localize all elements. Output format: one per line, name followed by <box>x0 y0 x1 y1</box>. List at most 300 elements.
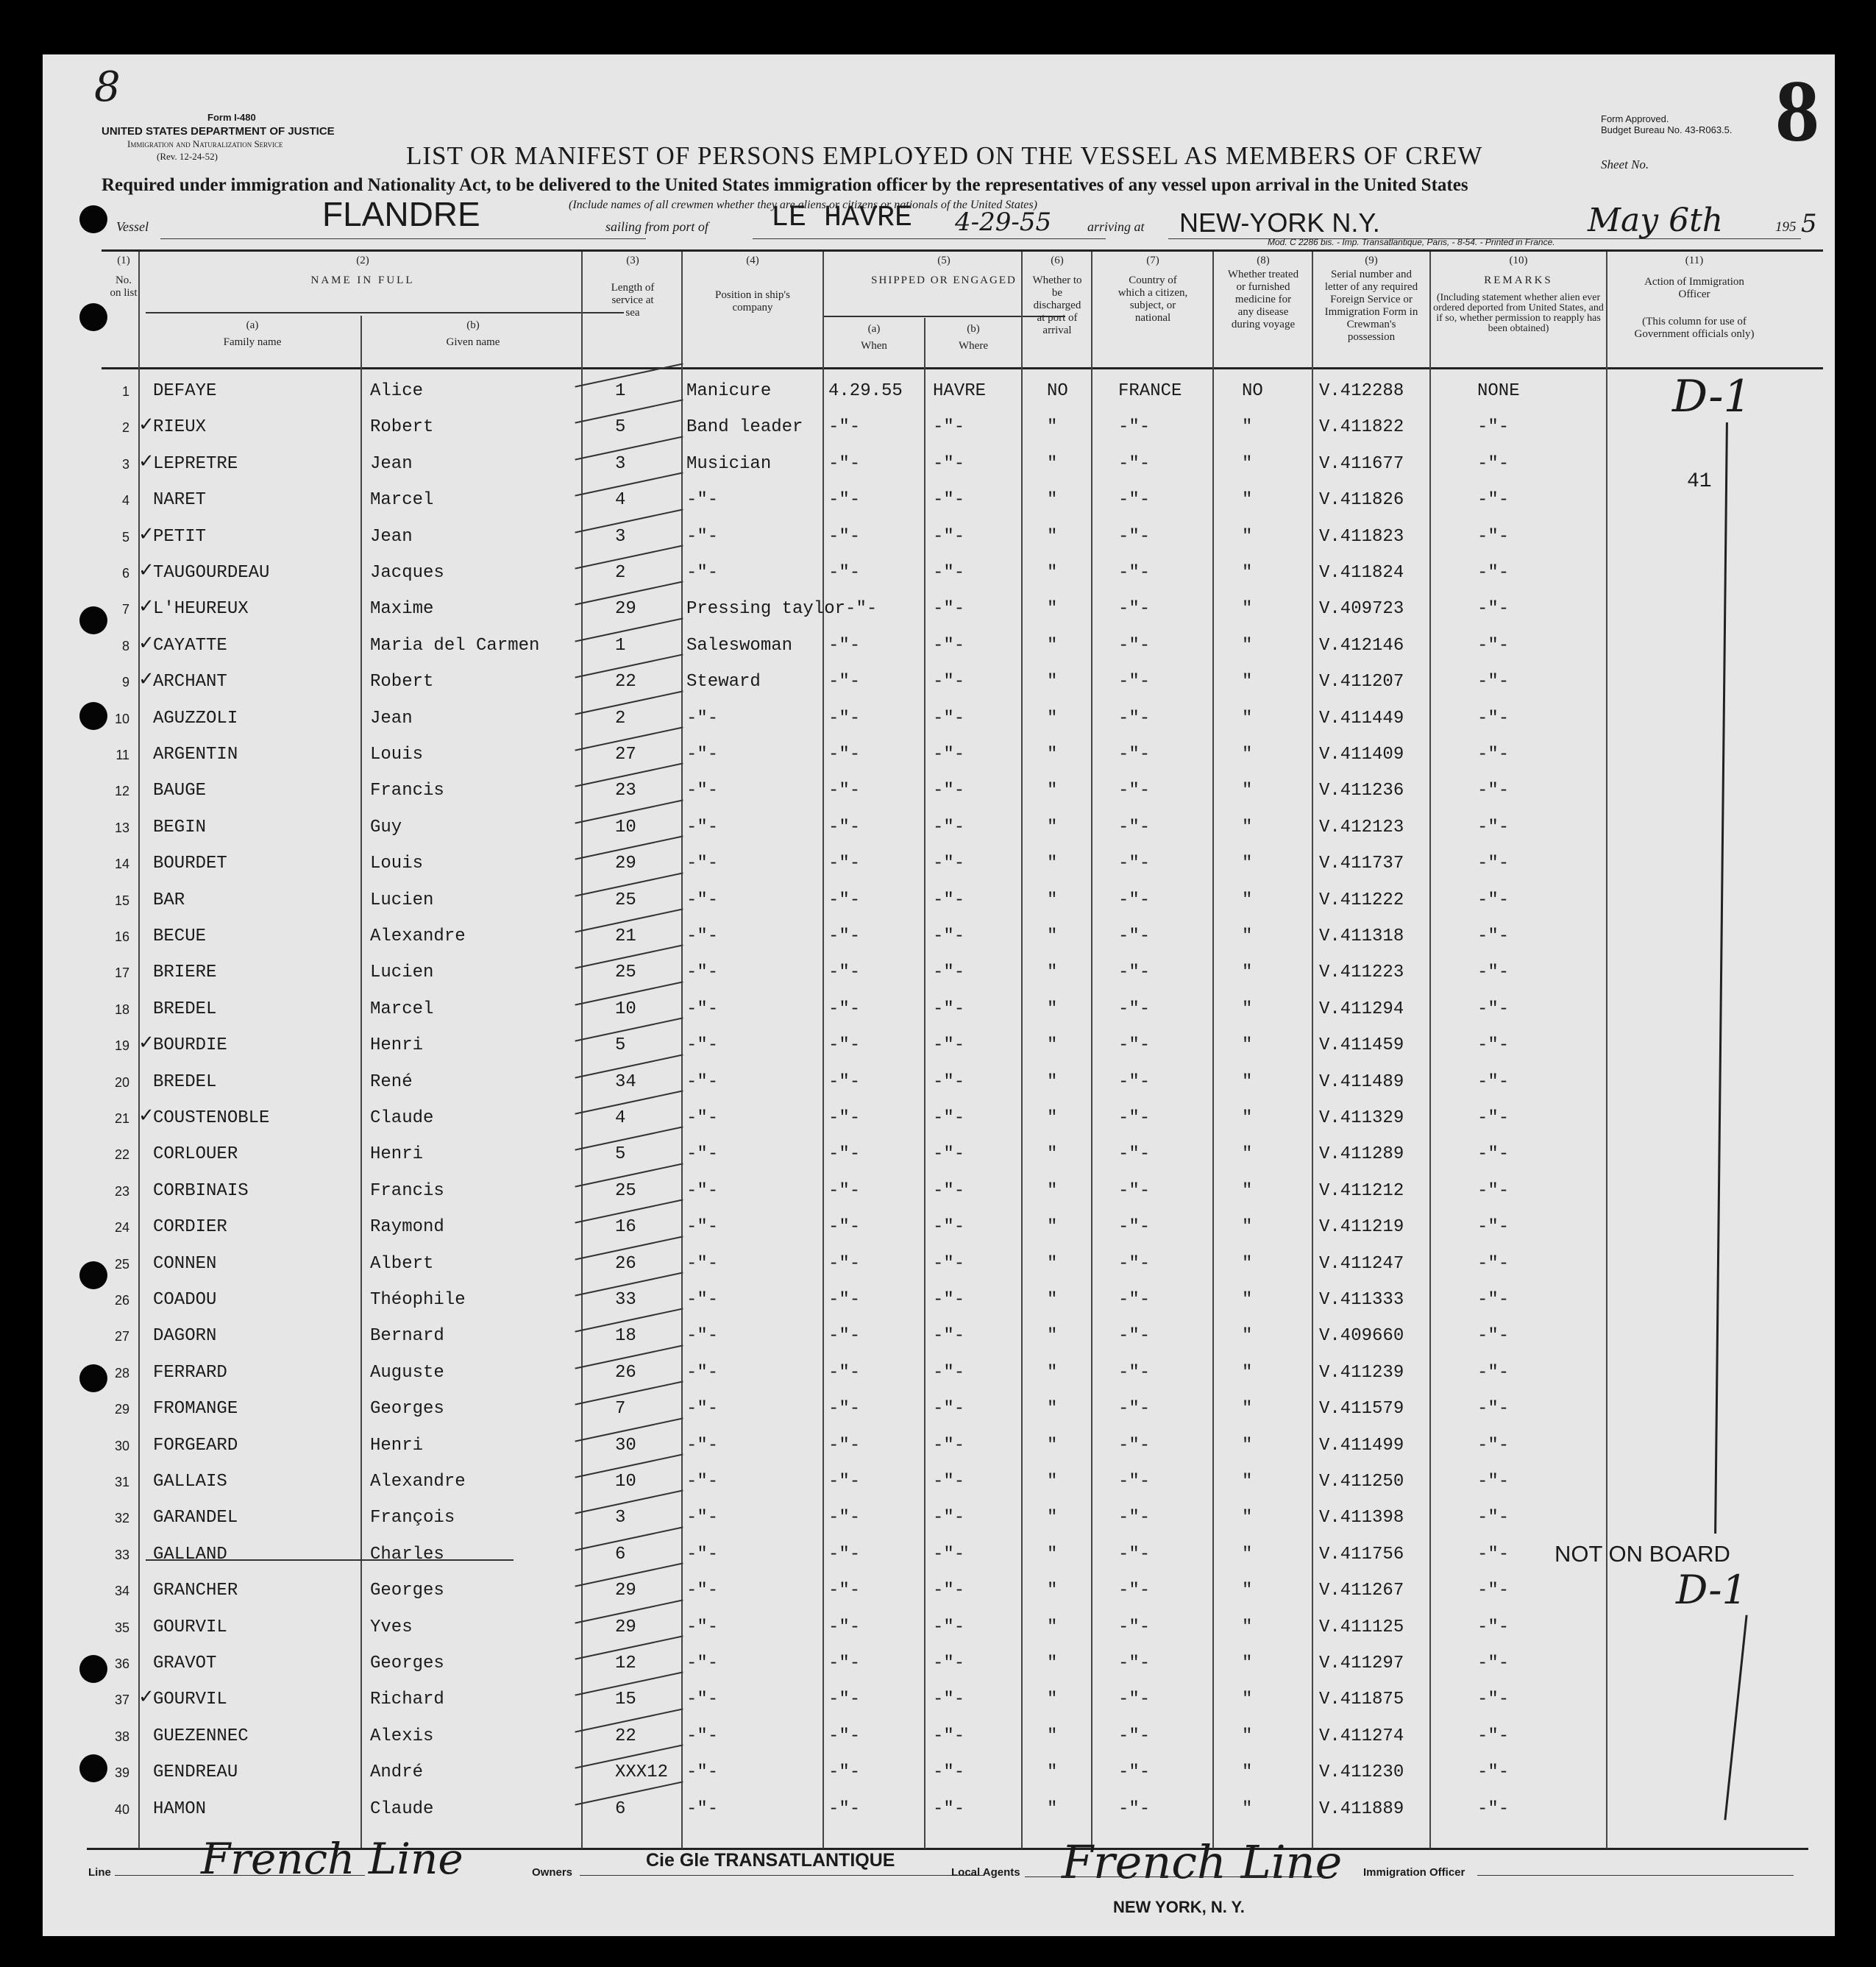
form-number: Form I-480 <box>207 112 256 123</box>
service-length: 10 <box>615 817 636 837</box>
shipped-where: -"- <box>933 708 965 729</box>
discharge: NO <box>1047 381 1068 401</box>
service-length: 5 <box>615 417 626 438</box>
discharge: " <box>1047 1071 1058 1092</box>
remarks: -"- <box>1477 1253 1510 1274</box>
shipped-when: -"- <box>828 672 861 692</box>
remarks: -"- <box>1477 672 1510 692</box>
country: FRANCE <box>1118 381 1182 401</box>
discharge: " <box>1047 1290 1058 1310</box>
remarks: -"- <box>1477 1544 1510 1564</box>
treated: " <box>1242 1326 1253 1347</box>
shipped-when: -"- <box>828 1472 861 1492</box>
col2-label: NAME IN FULL <box>310 274 415 286</box>
shipped-where: -"- <box>933 1362 965 1383</box>
shipped-when: -"- <box>828 526 861 547</box>
treated: " <box>1242 745 1253 765</box>
family-name: BREDEL <box>153 999 217 1019</box>
col6-label: Whether to be discharged at port of arrival <box>1032 274 1082 336</box>
family-name: BOURDIE <box>153 1035 227 1056</box>
serial-number: V.411499 <box>1319 1435 1404 1456</box>
remarks: -"- <box>1477 526 1510 547</box>
arriving-label: arriving at <box>1087 219 1145 234</box>
shipped-where: -"- <box>933 1617 965 1637</box>
table-row <box>43 1099 1835 1135</box>
country: -"- <box>1118 1253 1151 1274</box>
treated: " <box>1242 963 1253 983</box>
service-length: 26 <box>615 1253 636 1274</box>
row-number: 19 <box>114 1038 129 1054</box>
row-number: 31 <box>114 1475 129 1489</box>
service-length: XXX12 <box>615 1762 669 1783</box>
action-d1-bottom: D-1 <box>1676 1567 1747 1613</box>
given-name: Robert <box>370 672 434 692</box>
service-length: 2 <box>615 708 626 729</box>
treated: " <box>1242 1798 1253 1819</box>
treated: " <box>1242 1362 1253 1383</box>
shipped-where: -"- <box>933 1508 965 1528</box>
family-name: BAUGE <box>153 781 207 801</box>
country: -"- <box>1118 1180 1151 1201</box>
shipped-when: -"- <box>828 1180 861 1201</box>
treated: " <box>1242 490 1253 511</box>
shipped-where: -"- <box>933 1726 965 1746</box>
table-row <box>43 771 1835 807</box>
col3-label: Length of service at sea <box>611 282 655 319</box>
family-name: BREDEL <box>153 1071 217 1092</box>
position: -"- <box>686 1108 719 1128</box>
remarks: -"- <box>1477 745 1510 765</box>
punch-hole <box>79 303 107 331</box>
position: -"- <box>686 1544 719 1564</box>
country: -"- <box>1118 1544 1151 1564</box>
service-length: 27 <box>615 745 636 765</box>
treated: " <box>1242 890 1253 910</box>
shipped-when: -"- <box>828 890 861 910</box>
shipped-when: -"- <box>828 1544 861 1564</box>
discharge: " <box>1047 1654 1058 1673</box>
serial-number: V.411212 <box>1319 1180 1404 1201</box>
row-number: 35 <box>114 1620 129 1635</box>
discharge: " <box>1047 1035 1058 1056</box>
table-row <box>43 1208 1835 1244</box>
service-length: 6 <box>615 1544 626 1564</box>
required-text: Required under immigration and Nationality Act, to be delivered to the United States immigration officer by the representatives of any vessel upon arrival in the United States <box>102 175 1468 195</box>
approved: Form Approved. <box>1601 113 1669 124</box>
shipped-when: -"- <box>828 1071 861 1092</box>
position: -"- <box>686 745 719 765</box>
serial-number: V.411489 <box>1319 1071 1404 1092</box>
remarks: -"- <box>1477 1180 1510 1201</box>
discharge: " <box>1047 563 1058 583</box>
treated: " <box>1242 1472 1253 1492</box>
family-name: DAGORN <box>153 1326 217 1347</box>
country: -"- <box>1118 1217 1151 1238</box>
shipped-when: -"- <box>828 1217 861 1238</box>
service-length: 10 <box>615 1472 636 1492</box>
serial-number: V.411329 <box>1319 1108 1404 1128</box>
discharge: " <box>1047 854 1058 874</box>
treated: " <box>1242 1144 1253 1165</box>
shipped-where: -"- <box>933 417 965 438</box>
service-length: 3 <box>615 526 626 547</box>
given-name: Georges <box>370 1654 444 1673</box>
check-mark: ✓ <box>138 1105 154 1127</box>
serial-number: V.411459 <box>1319 1035 1404 1056</box>
given-name: Raymond <box>370 1217 444 1238</box>
shipped-where: -"- <box>933 1253 965 1274</box>
shipped-where: -"- <box>933 1798 965 1819</box>
given-name: René <box>370 1071 413 1092</box>
serial-number: V.411223 <box>1319 963 1404 983</box>
country: -"- <box>1118 745 1151 765</box>
service-length: 22 <box>615 1726 636 1746</box>
vessel-name: FLANDRE <box>322 195 480 233</box>
table-row <box>43 1462 1835 1498</box>
table-row <box>43 1063 1835 1099</box>
treated: " <box>1242 1180 1253 1201</box>
table-row <box>43 953 1835 989</box>
service-length: 1 <box>615 381 626 401</box>
shipped-when: -"- <box>828 1035 861 1056</box>
serial-number: V.411318 <box>1319 926 1404 946</box>
check-mark: ✓ <box>138 668 154 691</box>
shipped-when: -"- <box>828 1108 861 1128</box>
position: -"- <box>686 854 719 874</box>
country: -"- <box>1118 1035 1151 1056</box>
position: -"- <box>686 1617 719 1637</box>
given-name: Claude <box>370 1798 434 1819</box>
remarks: -"- <box>1477 635 1510 656</box>
service: Immigration and Naturalization Service <box>127 138 283 149</box>
col5b-label: Where <box>959 340 988 352</box>
discharge: " <box>1047 1108 1058 1128</box>
shipped-when: -"- <box>828 490 861 511</box>
position: -"- <box>686 1798 719 1819</box>
shipped-when: -"- <box>828 854 861 874</box>
service-length: 1 <box>615 635 626 656</box>
discharge: " <box>1047 1362 1058 1383</box>
col7-label: Country of which a citizen, subject, or national <box>1118 274 1188 324</box>
shipped-when: 4.29.55 <box>828 381 903 401</box>
serial-number: V.411889 <box>1319 1798 1404 1819</box>
remarks: -"- <box>1477 854 1510 874</box>
discharge: " <box>1047 1762 1058 1783</box>
serial-number: V.411822 <box>1319 417 1404 438</box>
col5b-num: (b) <box>967 323 980 335</box>
table-row <box>43 517 1835 553</box>
remarks: -"- <box>1477 1798 1510 1819</box>
service-length: 21 <box>615 926 636 946</box>
family-name: GOURVIL <box>153 1690 227 1710</box>
shipped-where: -"- <box>933 745 965 765</box>
serial-number: V.411409 <box>1319 745 1404 765</box>
row-number: 11 <box>116 748 129 762</box>
treated: " <box>1242 563 1253 583</box>
shipped-where: -"- <box>933 1435 965 1456</box>
country: -"- <box>1118 1108 1151 1128</box>
strike-not-on-board <box>146 1559 514 1561</box>
col5-label: SHIPPED OR ENGAGED <box>871 274 1017 286</box>
position: -"- <box>686 1071 719 1092</box>
position: -"- <box>686 926 719 946</box>
family-name: FROMANGE <box>153 1399 238 1420</box>
discharge: " <box>1047 1144 1058 1165</box>
country: -"- <box>1118 890 1151 910</box>
given-name: Francis <box>370 781 444 801</box>
owners-label: Owners <box>532 1866 573 1879</box>
serial-number: V.409723 <box>1319 599 1404 620</box>
given-name: Alexis <box>370 1726 434 1746</box>
remarks: -"- <box>1477 1508 1510 1528</box>
country: -"- <box>1118 599 1151 620</box>
table-row <box>43 917 1835 953</box>
country: -"- <box>1118 1798 1151 1819</box>
family-name: CONNEN <box>153 1253 217 1274</box>
check-mark: ✓ <box>138 1032 154 1055</box>
punch-hole <box>79 205 107 233</box>
shipped-where: -"- <box>933 1290 965 1310</box>
country: -"- <box>1118 963 1151 983</box>
position: Steward <box>686 672 761 692</box>
row-number: 40 <box>114 1801 129 1817</box>
shipped-where: -"- <box>933 1544 965 1564</box>
family-name: DEFAYE <box>153 381 217 401</box>
serial-number: V.411294 <box>1319 999 1404 1019</box>
col8-num: (8) <box>1257 255 1270 266</box>
serial-number: V.411449 <box>1319 708 1404 729</box>
family-name: L'HEUREUX <box>153 599 249 620</box>
discharge: " <box>1047 672 1058 692</box>
service-length: 34 <box>615 1071 636 1092</box>
given-name: Jean <box>370 708 413 729</box>
given-name: Henri <box>370 1144 424 1165</box>
not-on-board-stamp: NOT ON BOARD <box>1555 1541 1730 1567</box>
given-name: Georges <box>370 1399 444 1420</box>
service-length: 22 <box>615 672 636 692</box>
position: -"- <box>686 1217 719 1238</box>
given-name: Alexandre <box>370 926 466 946</box>
family-name: GOURVIL <box>153 1617 227 1637</box>
family-name: GRANCHER <box>153 1581 238 1601</box>
family-name: ARGENTIN <box>153 745 238 765</box>
treated: " <box>1242 1253 1253 1274</box>
col8-label: Whether treated or furnished medicine for any disease during voyage <box>1227 269 1299 330</box>
treated: " <box>1242 1581 1253 1601</box>
row-number: 14 <box>114 857 129 872</box>
given-name: Guy <box>370 817 402 837</box>
row-number: 23 <box>114 1183 129 1199</box>
row-number: 1 <box>121 384 129 399</box>
row-number: 13 <box>114 820 129 835</box>
country: -"- <box>1118 781 1151 801</box>
family-name: FORGEARD <box>153 1435 238 1456</box>
position: Pressing taylor-"- <box>686 599 878 620</box>
discharge: " <box>1047 708 1058 729</box>
remarks: -"- <box>1477 926 1510 946</box>
row-number: 29 <box>114 1402 129 1417</box>
serial-number: V.411219 <box>1319 1217 1404 1238</box>
serial-number: V.411823 <box>1319 526 1404 547</box>
shipped-where: HAVRE <box>933 381 987 401</box>
family-name: GENDREAU <box>153 1762 238 1783</box>
country: -"- <box>1118 1290 1151 1310</box>
given-name: Lucien <box>370 890 434 910</box>
table-row <box>43 1026 1835 1062</box>
family-name: BECUE <box>153 926 207 946</box>
row-number: 9 <box>121 675 129 690</box>
row-number: 32 <box>114 1511 129 1526</box>
remarks: -"- <box>1477 1108 1510 1128</box>
position: -"- <box>686 1180 719 1201</box>
row-number: 20 <box>114 1074 129 1090</box>
shipped-where: -"- <box>933 1217 965 1238</box>
remarks: -"- <box>1477 1654 1510 1673</box>
include-text: (Include names of all crewmen whether they are aliens or citizens or nationals of the United States) <box>569 199 1037 211</box>
serial-number: V.411756 <box>1319 1544 1404 1564</box>
remarks: -"- <box>1477 999 1510 1019</box>
given-name: Jean <box>370 526 413 547</box>
position: -"- <box>686 1144 719 1165</box>
service-length: 25 <box>615 890 636 910</box>
discharge: " <box>1047 1617 1058 1637</box>
treated: " <box>1242 1399 1253 1420</box>
discharge: " <box>1047 1581 1058 1601</box>
manifest-sheet <box>43 54 1835 1936</box>
arrival-date: May 6th <box>1588 202 1724 239</box>
family-name: FERRARD <box>153 1362 227 1383</box>
col2-num: (2) <box>356 255 369 266</box>
discharge: " <box>1047 1798 1058 1819</box>
discharge: " <box>1047 453 1058 474</box>
given-name: Maxime <box>370 599 434 620</box>
remarks: -"- <box>1477 417 1510 438</box>
table-row <box>43 1644 1835 1680</box>
discharge: " <box>1047 963 1058 983</box>
col3-num: (3) <box>626 255 639 266</box>
col11-sub: (This column for use of Government officials only) <box>1634 316 1755 340</box>
discharge: " <box>1047 817 1058 837</box>
treated: " <box>1242 672 1253 692</box>
service-length: 12 <box>615 1654 636 1673</box>
shipped-where: -"- <box>933 1180 965 1201</box>
shipped-when: -"- <box>828 1290 861 1310</box>
shipped-when: -"- <box>828 1508 861 1528</box>
service-length: 3 <box>615 453 626 474</box>
serial-number: V.411125 <box>1319 1617 1404 1637</box>
service-length: 29 <box>615 599 636 620</box>
serial-number: V.411250 <box>1319 1472 1404 1492</box>
serial-number: V.412288 <box>1319 381 1404 401</box>
given-name: Henri <box>370 1035 424 1056</box>
remarks: -"- <box>1477 1435 1510 1456</box>
service-length: 5 <box>615 1035 626 1056</box>
country: -"- <box>1118 1144 1151 1165</box>
table-row <box>43 481 1835 517</box>
given-name: Lucien <box>370 963 434 983</box>
treated: " <box>1242 526 1253 547</box>
country: -"- <box>1118 672 1151 692</box>
family-name: PETIT <box>153 526 207 547</box>
remarks: -"- <box>1477 1399 1510 1420</box>
row-number: 28 <box>114 1365 129 1381</box>
col5-num: (5) <box>937 255 951 266</box>
family-name: GALLAIS <box>153 1472 227 1492</box>
position: -"- <box>686 1762 719 1783</box>
country: -"- <box>1118 1508 1151 1528</box>
discharge: " <box>1047 1180 1058 1201</box>
row-number: 24 <box>114 1220 129 1236</box>
shipped-where: -"- <box>933 890 965 910</box>
country: -"- <box>1118 1617 1151 1637</box>
given-name: Maria del Carmen <box>370 635 540 656</box>
position: -"- <box>686 781 719 801</box>
table-row <box>43 1135 1835 1171</box>
table-row <box>43 626 1835 662</box>
shipped-when: -"- <box>828 781 861 801</box>
serial-number: V.411274 <box>1319 1726 1404 1746</box>
check-mark: ✓ <box>138 414 154 436</box>
table-row <box>43 1498 1835 1534</box>
row-number: 7 <box>121 602 129 617</box>
treated: " <box>1242 854 1253 874</box>
country: -"- <box>1118 1581 1151 1601</box>
discharge: " <box>1047 1726 1058 1746</box>
shipped-when: -"- <box>828 1762 861 1783</box>
serial-number: V.409660 <box>1319 1326 1404 1347</box>
given-name: Alice <box>370 381 424 401</box>
remarks: -"- <box>1477 1217 1510 1238</box>
serial-number: V.412123 <box>1319 817 1404 837</box>
discharge: " <box>1047 1472 1058 1492</box>
col1-num: (1) <box>117 255 130 266</box>
shipped-where: -"- <box>933 854 965 874</box>
shipped-where: -"- <box>933 599 965 620</box>
position: -"- <box>686 1726 719 1746</box>
treated: NO <box>1242 381 1263 401</box>
shipped-when: -"- <box>828 635 861 656</box>
table-row <box>43 1316 1835 1353</box>
shipped-where: -"- <box>933 672 965 692</box>
position: -"- <box>686 526 719 547</box>
sheet-label: Sheet No. <box>1601 157 1649 171</box>
position: -"- <box>686 817 719 837</box>
given-name: André <box>370 1762 424 1783</box>
table-row <box>43 1426 1835 1462</box>
shipped-when: -"- <box>828 963 861 983</box>
family-name: TAUGOURDEAU <box>153 563 270 583</box>
remarks: -"- <box>1477 1144 1510 1165</box>
row-number: 6 <box>121 566 129 581</box>
discharge: " <box>1047 890 1058 910</box>
position: -"- <box>686 708 719 729</box>
country: -"- <box>1118 1654 1151 1673</box>
serial-number: V.411267 <box>1319 1581 1404 1601</box>
country: -"- <box>1118 708 1151 729</box>
family-name: GALLAND <box>153 1544 227 1564</box>
row-number: 8 <box>121 638 129 653</box>
row-number: 5 <box>121 529 129 545</box>
remarks: -"- <box>1477 708 1510 729</box>
table-row <box>43 1790 1835 1826</box>
row-number: 22 <box>114 1147 129 1163</box>
country: -"- <box>1118 854 1151 874</box>
agents-city: NEW YORK, N. Y. <box>1113 1898 1245 1916</box>
shipped-when: -"- <box>828 1144 861 1165</box>
col4-num: (4) <box>746 255 759 266</box>
position: -"- <box>686 1508 719 1528</box>
family-name: RIEUX <box>153 417 207 438</box>
